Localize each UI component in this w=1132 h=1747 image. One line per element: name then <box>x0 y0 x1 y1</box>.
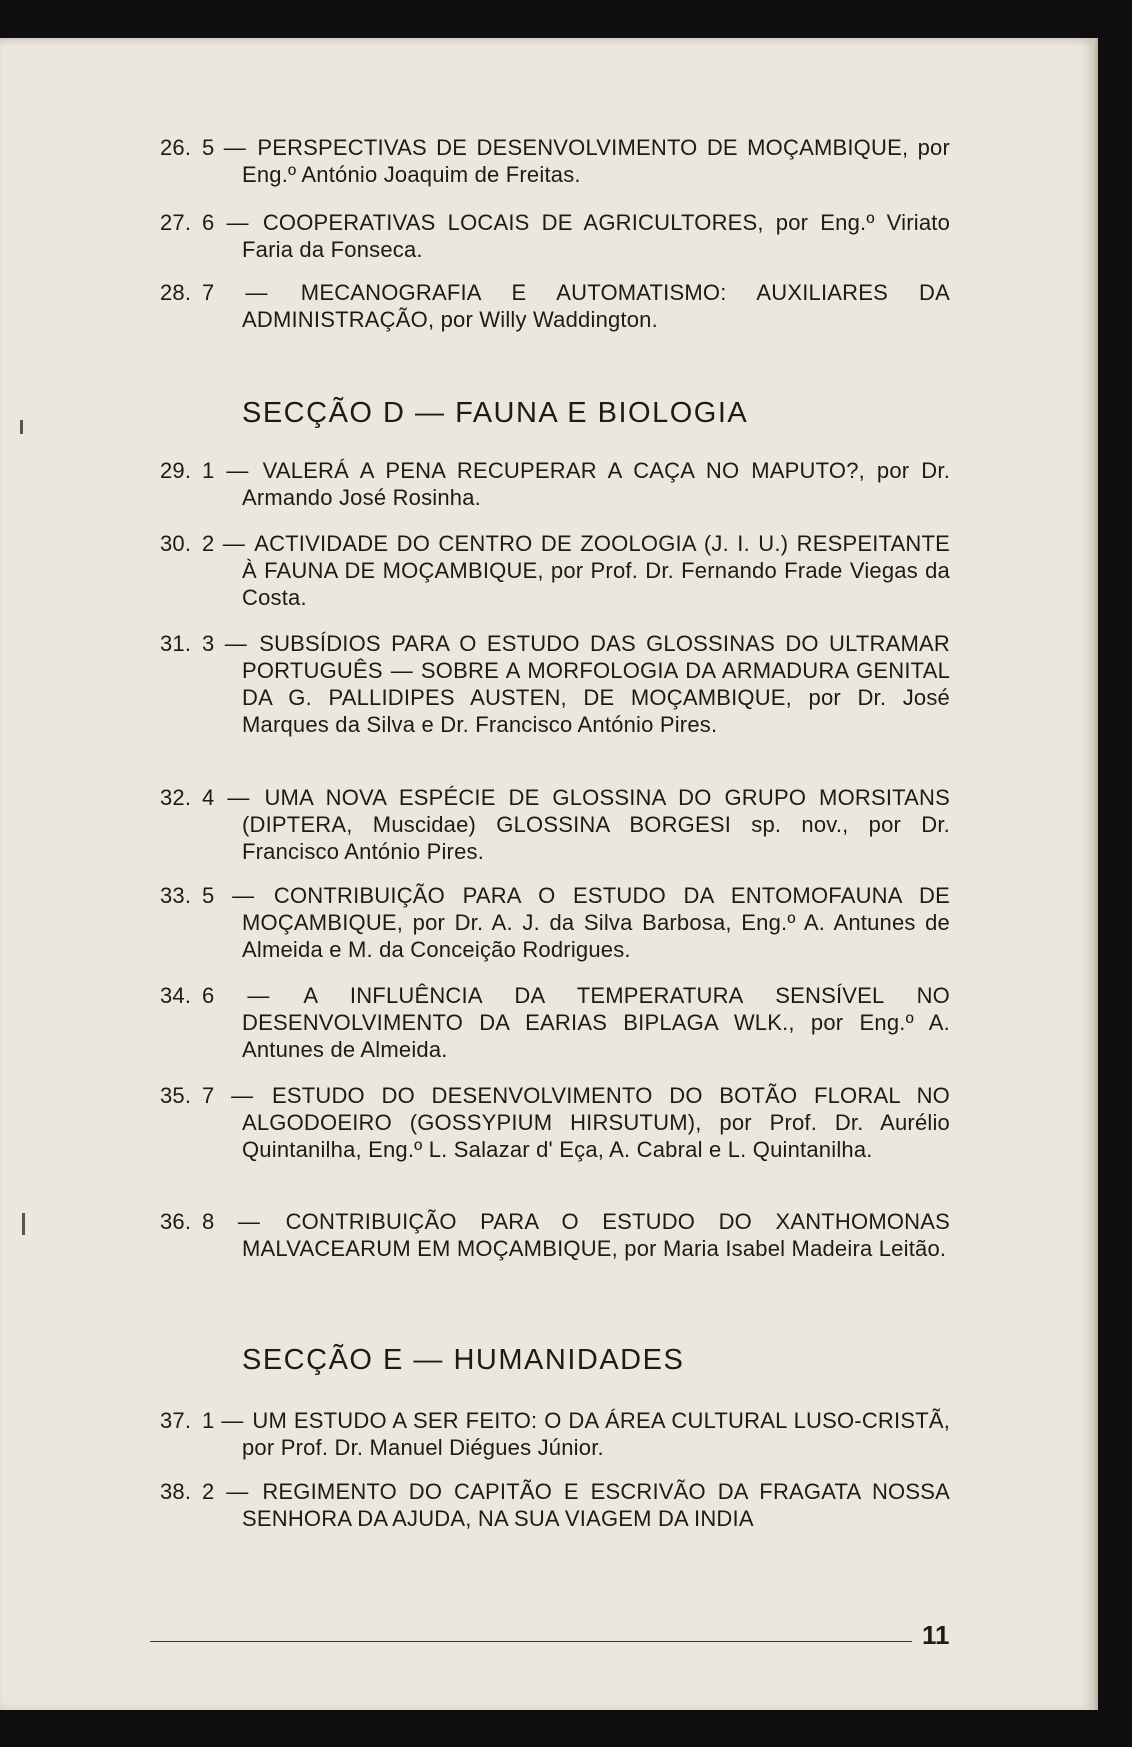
page-number: 11 <box>922 1620 950 1650</box>
entry-number: 27. <box>160 210 192 235</box>
list-item <box>160 784 950 865</box>
entry-lead: 4 — <box>202 785 250 810</box>
entry-text: CONTRIBUIÇÃO PARA O ESTUDO DA ENTOMOFAUNA DE MOÇAMBIQUE, por Dr. A. J. da Silva Barbosa, Eng.º A. Antunes de Almeida e M. da Conceição Rodrigues. <box>242 883 950 962</box>
entry-number: 26. <box>160 135 192 160</box>
entry-lead: 7 — <box>202 280 268 305</box>
entry-lead: 2 — <box>202 531 246 556</box>
list-item <box>160 1478 950 1532</box>
entry-lead: 2 — <box>202 1479 249 1504</box>
entry-text: ACTIVIDADE DO CENTRO DE ZOOLOGIA (J. I. U.) RESPEITANTE À FAUNA DE MOÇAMBIQUE, por Prof. Dr. Fernando Frade Viegas da Costa. <box>242 531 950 610</box>
entry-lead: 1 — <box>202 1408 244 1433</box>
entry-lead: 6 — <box>202 210 249 235</box>
entry-number: 30. <box>160 531 192 556</box>
list-item <box>160 630 950 738</box>
page-edge <box>1092 38 1098 1710</box>
entry-number: 36. <box>160 1209 192 1234</box>
entry-text: CONTRIBUIÇÃO PARA O ESTUDO DO XANTHOMONAS MALVACEARUM EM MOÇAMBIQUE, por Maria Isabel Madeira Leitão. <box>242 1209 950 1261</box>
entry-lead: 3 — <box>202 631 247 656</box>
list-item <box>160 1082 950 1163</box>
entry-lead: 7 — <box>202 1083 254 1108</box>
entry-text: VALERÁ A PENA RECUPERAR A CAÇA NO MAPUTO?, por Dr. Armando José Rosinha. <box>242 458 951 510</box>
list-item <box>160 1407 950 1461</box>
entry-lead: 5 — <box>202 883 255 908</box>
entry-text: A INFLUÊNCIA DA TEMPERATURA SENSÍVEL NO DESENVOLVIMENTO DA EARIAS BIPLAGA WLK., por Eng.º A. Antunes de Almeida. <box>242 983 950 1062</box>
entry-number: 33. <box>160 883 192 908</box>
footer-rule <box>150 1641 912 1642</box>
entry-text: PERSPECTIVAS DE DESENVOLVIMENTO DE MOÇAMBIQUE, por Eng.º António Joaquim de Freitas. <box>242 135 950 187</box>
list-item <box>160 882 950 963</box>
entry-text: MECANOGRAFIA E AUTOMATISMO: AUXILIARES DA ADMINISTRAÇÃO, por Willy Waddington. <box>242 280 951 332</box>
section-d-heading: SECÇÃO D — FAUNA E BIOLOGIA <box>242 397 749 429</box>
entry-number: 29. <box>160 458 192 483</box>
entry-text: UM ESTUDO A SER FEITO: O DA ÁREA CULTURAL LUSO-CRISTÃ, por Prof. Dr. Manuel Diégues Júnior. <box>242 1408 951 1460</box>
entry-text: COOPERATIVAS LOCAIS DE AGRICULTORES, por Eng.º Viriato Faria da Fonseca. <box>242 210 951 262</box>
entry-number: 32. <box>160 785 192 810</box>
entry-text: UMA NOVA ESPÉCIE DE GLOSSINA DO GRUPO MORSITANS (DIPTERA, Muscidae) GLOSSINA BORGESI sp. nov., por Dr. Francisco António Pires. <box>242 785 950 864</box>
list-item <box>160 530 950 611</box>
list-item <box>160 134 950 188</box>
entry-number: 35. <box>160 1083 192 1108</box>
section-e-heading: SECÇÃO E — HUMANIDADES <box>242 1344 685 1376</box>
entry-lead: 1 — <box>202 458 249 483</box>
entry-text: ESTUDO DO DESENVOLVIMENTO DO BOTÃO FLORAL NO ALGODOEIRO (GOSSYPIUM HIRSUTUM), por Prof. Dr. Aurélio Quintanilha, Eng.º L. Salazar d' Eça, A. Cabral e L. Quintanilha. <box>242 1083 950 1162</box>
entry-text: SUBSÍDIOS PARA O ESTUDO DAS GLOSSINAS DO ULTRAMAR PORTUGUÊS — SOBRE A MORFOLOGIA DA ARMADURA GENITAL DA G. PALLIDIPES AUSTEN, DE MOÇAMBIQUE, por Dr. José Marques da Silva e Dr. Francisco António Pires. <box>242 631 950 737</box>
entry-text: REGIMENTO DO CAPITÃO E ESCRIVÃO DA FRAGATA NOSSA SENHORA DA AJUDA, NA SUA VIAGEM DA INDIA <box>242 1479 950 1531</box>
entry-number: 38. <box>160 1479 192 1504</box>
entry-number: 34. <box>160 983 192 1008</box>
entry-lead: 8 — <box>202 1209 261 1234</box>
list-item <box>160 209 950 263</box>
list-item <box>160 279 950 333</box>
entry-number: 31. <box>160 631 192 656</box>
binding-mark <box>20 420 23 434</box>
entry-number: 28. <box>160 280 192 305</box>
list-item <box>160 982 950 1063</box>
list-item <box>160 457 950 511</box>
list-item <box>160 1208 950 1262</box>
entry-lead: 6 — <box>202 983 270 1008</box>
binding-mark <box>22 1213 25 1235</box>
entry-lead: 5 — <box>202 135 246 160</box>
entry-number: 37. <box>160 1408 192 1433</box>
